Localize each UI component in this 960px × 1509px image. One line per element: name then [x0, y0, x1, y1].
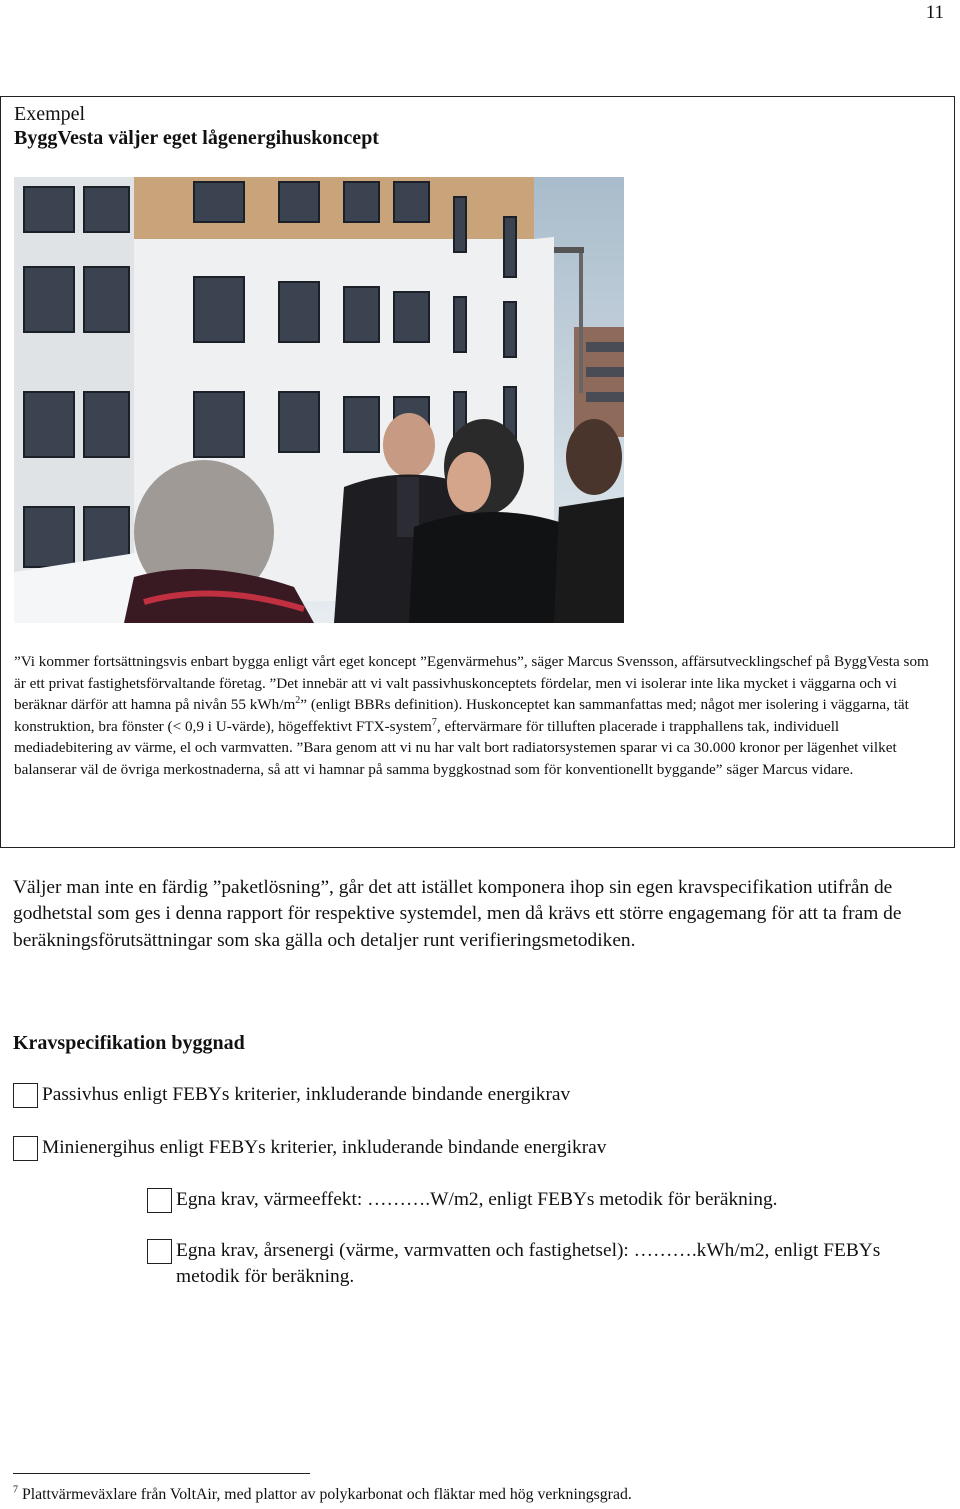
- option-label: Minienergihus enligt FEBYs kriterier, inkluderande bindande energikrav: [42, 1137, 607, 1158]
- example-label: Exempel: [14, 103, 86, 125]
- checkbox[interactable]: [147, 1188, 172, 1213]
- checkbox[interactable]: [13, 1136, 38, 1161]
- building-photo: [14, 177, 624, 623]
- quote-text-3: , eftervärmare för tilluften placerade i trapphallens tak, individuell mediadebitering av värme, el och varmvatten. ”Bara genom att vi nu har valt bort radiatorsystemen sparar vi ca 30.000 kronor per lägenhet vilket balanserar väl de övriga merkostnaderna, så att vi hamnar på samma byggkostnad som för konventionellt byggande” säger Marcus vidare.: [14, 717, 897, 778]
- option-egna-krav-varmeeffekt: [147, 1187, 778, 1213]
- section-heading: Kravspecifikation byggnad: [13, 1032, 245, 1054]
- photo-illustration: [14, 177, 624, 623]
- page-number: 11: [925, 2, 944, 23]
- example-quote: [14, 651, 934, 781]
- example-box: [0, 96, 955, 848]
- quote-text-2: ” (enligt BBRs definition). Huskonceptet kan sammanfattas med; något mer isolering i väggarna, tät konstruktion, bra fönster (< 0,9 i U-värde), högeffektivt FTX-system: [14, 696, 909, 735]
- footnote: [13, 1486, 632, 1504]
- example-title: ByggVesta väljer eget lågenergihuskoncept: [14, 127, 379, 149]
- option-label: Egna krav, årsenergi (värme, varmvatten och fastighetsel): ……….kWh/m2, enligt FEBYs metodik för beräkning.: [176, 1240, 881, 1288]
- quote-text-1: ”Vi kommer fortsättningsvis enbart bygga enligt vårt eget koncept ”Egenvärmehus”, säger Marcus Svensson, affärsutvecklingschef på ByggVesta som är ett privat fastighetsförvaltande företag. ”Det innebär att vi valt passivhuskonceptets fördelar, men vi isolerar inte lika mycket i väggarna och vi beräknar därför att hamna på nivån 55 kWh/m: [14, 653, 929, 714]
- footnote-reference[interactable]: 7: [431, 716, 437, 728]
- footnote-number: 7: [13, 1484, 18, 1496]
- checkbox[interactable]: [147, 1239, 172, 1264]
- checkbox[interactable]: [13, 1083, 38, 1108]
- quote-superscript: 2: [295, 695, 301, 707]
- body-paragraph: Väljer man inte en färdig ”paketlösning”, går det att istället komponera ihop sin egen kravspecifikation utifrån de godhetstal som ges i denna rapport för respektive systemdel, men då krävs ett större engagemang för att ta fram de beräkningsförutsättningar som ska gälla och detaljer runt verifieringsmetodiken.: [13, 877, 902, 951]
- footnote-divider: [13, 1473, 310, 1474]
- option-egna-krav-arsenergi: [147, 1238, 937, 1291]
- footnote-text: Plattvärmeväxlare från VoltAir, med plattor av polykarbonat och fläktar med hög verkningsgrad.: [18, 1486, 632, 1503]
- option-label: Egna krav, värmeeffekt: ……….W/m2, enligt FEBYs metodik för beräkning.: [176, 1189, 778, 1210]
- option-minienergihus: [13, 1135, 606, 1161]
- option-passivhus: [13, 1082, 570, 1108]
- option-label: Passivhus enligt FEBYs kriterier, inkluderande bindande energikrav: [42, 1084, 571, 1105]
